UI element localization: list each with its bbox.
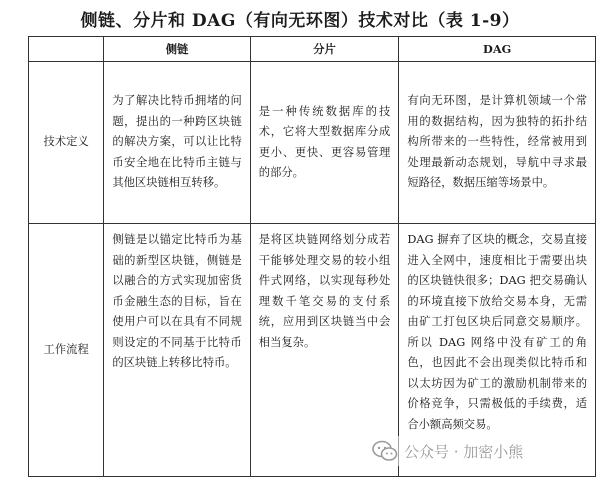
header-sidechain: 侧链 bbox=[104, 37, 250, 62]
header-empty bbox=[29, 37, 104, 62]
cell-dag-definition: 有向无环图，是计算机领域一个常用的数据结构，因为独特的拓扑结构所带来的一些特性，经常被用到处理最新动态规划，导航中寻求最短路径，数据压缩等场景中。 bbox=[399, 62, 596, 224]
cell-sharding-definition: 是一种传统数据库的技术，它将大型数据库分成更小、更快、更容易管理的部分。 bbox=[250, 62, 399, 224]
table-row bbox=[29, 62, 596, 224]
watermark bbox=[368, 436, 527, 466]
row-label-definition: 技术定义 bbox=[29, 62, 104, 224]
row-label-workflow: 工作流程 bbox=[29, 224, 104, 477]
cell-sidechain-definition: 为了解决比特币拥堵的问题，提出的一种跨区块链的解决方案，可以让比特币安全地在比特币主链与其他区块链相互转移。 bbox=[104, 62, 250, 224]
wechat-icon bbox=[372, 440, 398, 462]
table-header-row bbox=[29, 37, 596, 62]
comparison-table bbox=[28, 36, 596, 477]
cell-dag-workflow: DAG 摒弃了区块的概念，交易直接进入全网中，速度相比于需要出块的区块链快很多；DAG 把交易确认的环境直接下放给交易本身，无需由矿工打包区块后同意交易顺序。所以 DAG 网络中没有矿工的角色，也因此不会出现类似比特币和以太坊因为矿工的激励机制带来的价格竞争，只需极低的手续费，适合小额高频交易。 bbox=[399, 224, 596, 477]
header-dag: DAG bbox=[399, 37, 596, 62]
cell-sidechain-workflow: 侧链是以锚定比特币为基础的新型区块链，侧链是以融合的方式实现加密货币金融生态的目标，旨在使用户可以在具有不同规则设定的不同基于比特币的区块链上转移比特币。 bbox=[104, 224, 250, 477]
page-title: 侧链、分片和 DAG（有向无环图）技术对比（表 1-9） bbox=[80, 11, 520, 31]
cell-sharding-workflow: 是将区块链网络划分成若干能够处理交易的较小组件式网络，以实现每秒处理数千笔交易的支付系统，应用到区块链当中会相当复杂。 bbox=[250, 224, 399, 477]
header-sharding: 分片 bbox=[250, 37, 399, 62]
watermark-text: 公众号 · 加密小熊 bbox=[404, 442, 524, 461]
